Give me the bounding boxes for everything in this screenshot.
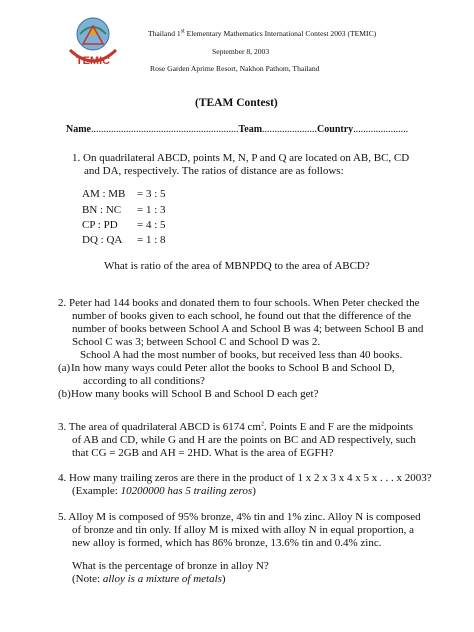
q3-line2: of AB and CD, while G and H are the points on BC and AD respectively, such xyxy=(72,434,416,446)
name-label: Name xyxy=(66,124,91,135)
name-field[interactable]: ........................................................... xyxy=(91,124,239,135)
q5-line2: of bronze and tin only. If alloy M is mixed with alloy N in equal proportion, a xyxy=(72,524,415,536)
header-date: September 8, 2003 xyxy=(212,47,270,56)
q2-part-b-line1: How many books will School B and School D each get? xyxy=(71,388,319,400)
q2-part-a-line2: according to all conditions? xyxy=(83,375,205,387)
page-title: (TEAM Contest) xyxy=(195,97,278,109)
q2-line4: School C was 3; between School C and School D was 2. xyxy=(72,336,321,348)
team-label: Team xyxy=(238,124,263,135)
q2-line3: number of books between School A and School B was 4; between School B and xyxy=(72,323,424,335)
q5-line1: 5. Alloy M is composed of 95% bronze, 4% tin and 1% zinc. Alloy N is composed xyxy=(58,511,421,523)
team-field[interactable]: ...................... xyxy=(262,124,318,135)
country-label: Country xyxy=(317,124,354,135)
q2-part-a-label: (a) xyxy=(58,362,71,374)
q1-line2: and DA, respectively. The ratios of distance are as follows: xyxy=(84,165,344,177)
country-field[interactable]: ...................... xyxy=(353,124,409,135)
q1-question: What is ratio of the area of MBNPDQ to the area of ABCD? xyxy=(104,260,370,272)
q5-line3: new alloy is formed, which has 86% bronze, 13.6% tin and 0.4% zinc. xyxy=(72,537,382,549)
q5-question: What is the percentage of bronze in alloy N? xyxy=(72,560,269,572)
q3-line3: that CG = 2GB and AH = 2HD. What is the area of EGFH? xyxy=(72,447,334,459)
contestant-fields xyxy=(66,124,408,135)
q5-note: (Note: alloy is a mixture of metals) xyxy=(72,573,226,585)
header-line1: Thailand 1st Elementary Mathematics International Contest 2003 (TEMIC) xyxy=(148,28,377,38)
q2-line1: 2. Peter had 144 books and donated them to four schools. When Peter checked the xyxy=(58,297,420,309)
q1-line1: 1. On quadrilateral ABCD, points M, N, P and Q are located on AB, BC, CD xyxy=(72,152,410,164)
q2-part-a-line1: In how many ways could Peter allot the books to School B and School D, xyxy=(71,362,395,374)
q2-part-b-label: (b) xyxy=(58,388,71,400)
q4-example: (Example: 10200000 has 5 trailing zeros) xyxy=(72,485,256,497)
q4-line1: 4. How many trailing zeros are there in the product of 1 x 2 x 3 x 4 x 5 x . . . x 2003? xyxy=(58,472,432,484)
q2-line5: School A had the most number of books, but received less than 40 books. xyxy=(80,349,403,361)
header-venue: Rose Garden Aprime Resort, Nakhon Pathom, Thailand xyxy=(150,64,320,73)
svg-text:TEMIC: TEMIC xyxy=(75,55,111,67)
temic-logo xyxy=(58,10,128,80)
q2-line2: number of books given to each school, he found out that the difference of the xyxy=(72,310,412,322)
q3-line1: 3. The area of quadrilateral ABCD is 6174 $cm^2$. Points E and F are the midpoints xyxy=(58,421,414,433)
